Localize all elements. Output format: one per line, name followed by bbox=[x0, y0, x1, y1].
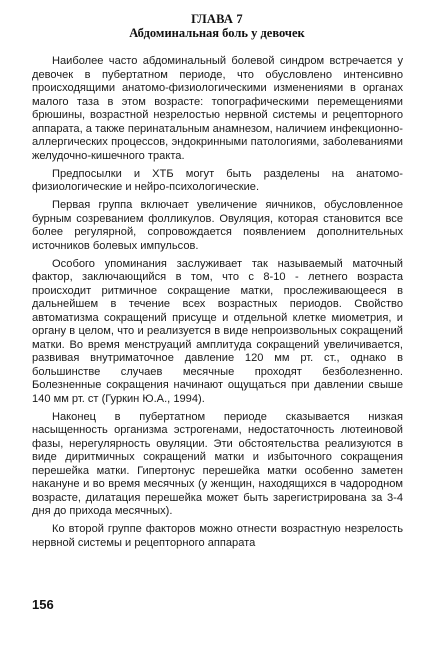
chapter-header bbox=[0, 12, 434, 40]
paragraph: Ко второй группе факторов можно отнести возрастную незрелость нервной системы и рецепторного аппарата bbox=[32, 523, 403, 549]
paragraph: Предпосылки и ХТБ могут быть разделены на анатомо-физиологические и нейро-психологические. bbox=[32, 167, 403, 193]
paragraph: Особого упоминания заслуживает так называемый маточный фактор, заключающийся в том, что с 8-10 - летнего возраста происходит ритмичное сокращение матки, прослеживающееся в дальнейшем в течение всех возрастных периодов. Свойство автоматизма сокращений присуще и отдельной клетке миометрия, и органу в целом, что и реализуется в виде непроизвольных сокращений матки. Во время менструаций амплитуда сокращений увеличивается, развивая внутриматочное давление 120 мм рт. ст., однако в большинстве случаев месячные проходят безболезненно. Болезненные сокращения начинают ощущаться при давлении свыше 140 мм рт. ст (Гуркин Ю.А., 1994). bbox=[32, 257, 403, 405]
body-text bbox=[32, 55, 403, 555]
chapter-title: Абдоминальная боль у девочек bbox=[129, 26, 305, 40]
chapter-number: ГЛАВА 7 bbox=[191, 12, 243, 26]
paragraph: Наиболее часто абдоминальный болевой синдром встречается у девочек в пубертатном периоде, что обусловлено интенсивно происходящими анатомо-физиологическими изменениями в органах малого таза в этом возрасте: топографическими перемещениями брюшины, возрастной незрелостью нервной системы и рецепторного аппарата, а также перинатальным анамнезом, наличием инфекционно-аллергических процессов, эндокринными патологиями, заболеваниями желудочно-кишечного тракта. bbox=[32, 55, 403, 162]
paragraph: Первая группа включает увеличение яичников, обусловленное бурным созреванием фолликулов. Овуляция, которая становится все более регулярной, сопровождается появлением дополнительных источников болевых импульсов. bbox=[32, 199, 403, 252]
page-number: 156 bbox=[32, 597, 54, 612]
paragraph: Наконец в пубертатном периоде сказывается низкая насыщенность организма эстрогенами, недостаточность лютеиновой фазы, нерегулярность овуляции. Эти обстоятельства реализуются в виде диритмичных сокращений матки и избыточного сокращения перешейка матки. Гипертонус перешейка матки особенно заметен накануне и во время месячных (у женщин, находящихся в чадородном возрасте, дилатация перешейка может быть зарегистрирована за 3-4 дня до прихода месячных). bbox=[32, 410, 403, 517]
